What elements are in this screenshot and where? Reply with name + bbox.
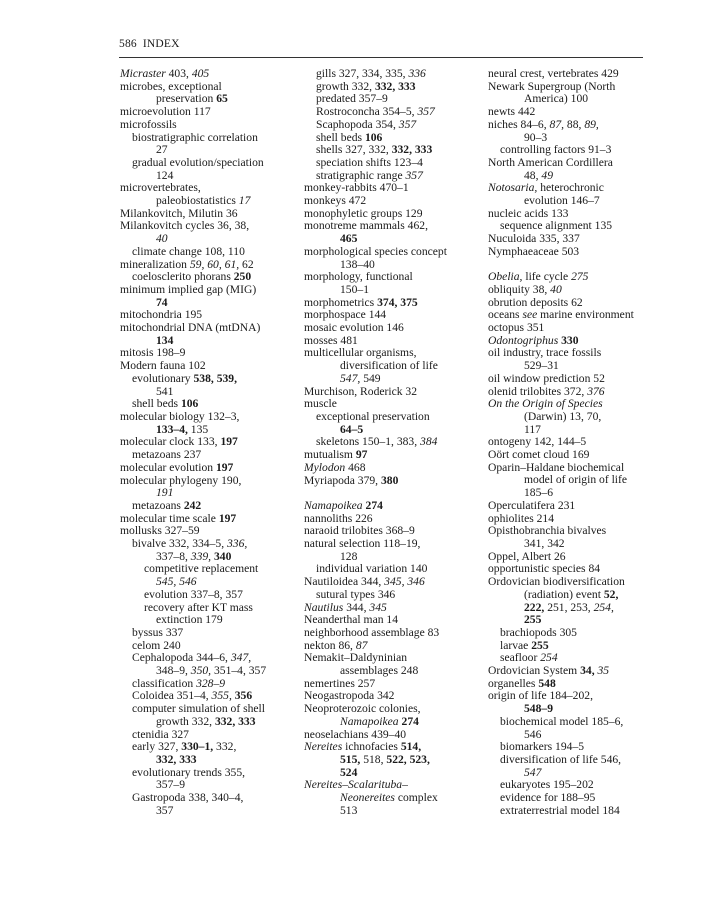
index-entry-continuation: 548–9 [524, 702, 553, 716]
index-subentry: biomarkers 194–5 [500, 740, 585, 754]
index-subentry: classification 328–9 [132, 676, 226, 690]
index-entry-continuation: America) 100 [524, 92, 589, 106]
index-entry: molecular clock 133, 197 [120, 435, 238, 449]
index-entry-continuation: preservation 65 [156, 92, 228, 106]
index-subentry: metazoans 242 [132, 498, 202, 512]
index-entry-continuation: (radiation) event 52, [524, 587, 619, 601]
index-subentry: metazoans 237 [132, 448, 202, 462]
index-entry-continuation: 48, 49 [524, 168, 553, 182]
index-entry: morphology, functional [304, 270, 413, 284]
index-subentry: evidence for 188–95 [500, 791, 596, 805]
index-entry-continuation: 515, 518, 522, 523, [340, 752, 430, 766]
index-subentry: individual variation 140 [316, 562, 428, 576]
index-subentry: predated 357–9 [316, 92, 388, 106]
index-entry: naraoid trilobites 368–9 [304, 524, 415, 538]
index-entry: nekton 86, 87 [304, 638, 368, 652]
index-entry-continuation: extinction 179 [156, 613, 223, 627]
index-column-3 [488, 68, 678, 817]
index-column-2 [304, 68, 484, 817]
index-subentry: evolutionary 538, 539, [132, 371, 237, 385]
index-entry: On the Origin of Species [488, 397, 603, 411]
index-entry-continuation: 348–9, 350, 351–4, 357 [156, 664, 267, 678]
index-entry: Milankovitch cycles 36, 38, [120, 219, 250, 233]
index-subentry: sequence alignment 135 [500, 219, 613, 233]
index-entry: Operculatifera 231 [488, 498, 576, 512]
index-subentry: Rostroconcha 354–5, 357 [316, 105, 435, 119]
index-entry-continuation: 117 [524, 422, 541, 436]
index-entry: Ordovician System 34, 35 [488, 664, 610, 678]
index-entry-continuation: 337–8, 339, 340 [156, 549, 232, 563]
index-entry: mitochondria 195 [120, 308, 203, 322]
index-entry: molecular phylogeny 190, [120, 473, 242, 487]
index-entry: nemertines 257 [304, 676, 376, 690]
index-entry-continuation: 524 [340, 765, 358, 779]
index-entry: Mylodon 468 [304, 460, 366, 474]
index-entry: mitosis 198–9 [120, 346, 186, 360]
index-subentry: diversification of life 546, [500, 752, 622, 766]
index-entry: Opisthobranchia bivalves [488, 524, 607, 538]
index-entry: Namapoikea 274 [304, 498, 383, 512]
index-subentry: Scaphopoda 354, 357 [316, 117, 417, 131]
index-subentry: Coloidea 351–4, 355, 356 [132, 689, 253, 703]
index-entry: Odontogriphus 330 [488, 333, 579, 347]
index-entry-continuation: 191 [156, 486, 174, 500]
index-entry: morphospace 144 [304, 308, 387, 322]
index-entry: Nereites ichnofacies 514, [304, 740, 422, 754]
index-entry-continuation: (Darwin) 13, 70, [524, 409, 602, 423]
index-entry: obliquity 38, 40 [488, 282, 562, 296]
index-entry-continuation: 128 [340, 549, 358, 563]
index-subentry: exceptional preservation [316, 409, 430, 423]
index-entry: Nymphaeaceae 503 [488, 244, 580, 258]
index-subentry: computer simulation of shell [132, 702, 265, 716]
index-entry-continuation: 124 [156, 168, 174, 182]
index-subentry: extraterrestrial model 184 [500, 803, 620, 817]
index-entry: organelles 548 [488, 676, 556, 690]
index-entry-continuation: 74 [156, 295, 168, 309]
index-entry: Neanderthal man 14 [304, 613, 399, 627]
index-entry-continuation: 332, 333 [156, 752, 197, 766]
index-entry: Ordovician biodiversification [488, 575, 625, 589]
index-entry: Oparin–Haldane biochemical [488, 460, 625, 474]
index-subentry: shell beds 106 [132, 397, 199, 411]
index-entry: Nereites–Scalarituba– [304, 778, 408, 792]
index-subentry: seafloor 254 [500, 651, 558, 665]
index-entry-continuation: 546 [524, 727, 542, 741]
index-entry: monkey-rabbits 470–1 [304, 181, 409, 195]
index-entry: multicellular organisms, [304, 346, 417, 360]
index-entry-continuation: 357–9 [156, 778, 185, 792]
index-subentry: shell beds 106 [316, 130, 383, 144]
index-entry: oil window prediction 52 [488, 371, 605, 385]
index-entry: microevolution 117 [120, 105, 211, 119]
index-entry: mollusks 327–59 [120, 524, 200, 538]
index-subentry: ctenidia 327 [132, 727, 189, 741]
index-entry: mosses 481 [304, 333, 358, 347]
index-subentry: skeletons 150–1, 383, 384 [316, 435, 438, 449]
index-entry: minimum implied gap (MIG) [120, 282, 257, 296]
index-entry: Nautilus 344, 345 [304, 600, 387, 614]
index-subentry: sutural types 346 [316, 587, 396, 601]
index-entry: opportunistic species 84 [488, 562, 601, 576]
header-title: INDEX [142, 38, 180, 50]
index-entry: Nautiloidea 344, 345, 346 [304, 575, 425, 589]
index-entry: Newark Supergroup (North [488, 79, 616, 93]
index-subentry: larvae 255 [500, 638, 549, 652]
index-entry: Obelia, life cycle 275 [488, 270, 589, 284]
index-entry-continuation: 222, 251, 253, 254, [524, 600, 614, 614]
index-subentry: gradual evolution/speciation [132, 155, 264, 169]
index-entry: neighborhood assemblage 83 [304, 625, 440, 639]
index-entry-continuation: assemblages 248 [340, 664, 419, 678]
index-entry: morphometrics 374, 375 [304, 295, 418, 309]
index-entry-continuation: 150–1 [340, 282, 369, 296]
index-entry-continuation: 547 [524, 765, 542, 779]
index-entry-continuation: evolution 146–7 [524, 194, 600, 208]
index-entry: oil industry, trace fossils [488, 346, 602, 360]
index-entry: Nuculoida 335, 337 [488, 232, 580, 246]
index-entry: Micraster 403, 405 [120, 67, 210, 80]
index-subentry: growth 332, 332, 333 [316, 79, 416, 93]
index-entry-continuation: 545, 546 [156, 575, 197, 589]
index-entry-continuation: 133–4, 135 [156, 422, 209, 436]
index-subentry: eukaryotes 195–202 [500, 778, 594, 792]
index-entry-continuation: 255 [524, 613, 542, 627]
index-entry-continuation: 341, 342 [524, 537, 565, 550]
index-entry: Neogastropoda 342 [304, 689, 395, 703]
index-entry: mutualism 97 [304, 448, 368, 462]
index-subentry: gills 327, 334, 335, 336 [316, 67, 426, 80]
index-subentry: biostratigraphic correlation [132, 130, 258, 144]
index-subentry: biochemical model 185–6, [500, 714, 624, 728]
index-subentry: speciation shifts 123–4 [316, 155, 423, 169]
index-entry: olenid trilobites 372, 376 [488, 384, 605, 398]
index-entry-continuation: paleobiostatistics 17 [156, 194, 251, 208]
index-subentry: Cephalopoda 344–6, 347, [132, 651, 252, 665]
index-entry: molecular evolution 197 [120, 460, 234, 474]
index-subentry: celom 240 [132, 638, 181, 652]
index-entry-continuation: 90–3 [524, 130, 548, 144]
index-subentry: bivalve 332, 334–5, 336, [132, 537, 248, 551]
index-entry: molecular biology 132–3, [120, 409, 240, 423]
index-entry: mosaic evolution 146 [304, 321, 404, 335]
index-entry: origin of life 184–202, [488, 689, 593, 703]
index-subentry: controlling factors 91–3 [500, 143, 612, 157]
index-entry: ontogeny 142, 144–5 [488, 435, 587, 449]
index-subentry: recovery after KT mass [144, 600, 253, 614]
index-entry: oceans see marine environment [488, 308, 634, 322]
index-entry: obrution deposits 62 [488, 295, 583, 309]
index-entry: Oppel, Albert 26 [488, 549, 566, 563]
index-entry-continuation: 134 [156, 333, 174, 347]
index-entry-continuation: Namapoikea 274 [340, 714, 419, 728]
index-entry: microvertebrates, [120, 181, 201, 195]
index-entry: microfossils [120, 117, 177, 131]
index-entry-continuation: 541 [156, 384, 174, 398]
index-entry: mineralization 59, 60, 61, 62 [120, 257, 254, 271]
index-subentry: stratigraphic range 357 [316, 168, 423, 182]
index-entry-continuation: 138–40 [340, 257, 375, 271]
index-entry-continuation: 185–6 [524, 486, 553, 500]
index-entry: Neoproterozoic colonies, [304, 702, 421, 716]
index-entry: Myriapoda 379, 380 [304, 473, 399, 487]
index-entry: nucleic acids 133 [488, 206, 569, 220]
header-rule [119, 57, 643, 58]
running-header [119, 38, 180, 50]
index-entry: niches 84–6, 87, 88, 89, [488, 117, 599, 131]
index-subentry: early 327, 330–1, 332, [132, 740, 237, 754]
index-entry-continuation: 27 [156, 143, 168, 157]
index-subentry: byssus 337 [132, 625, 184, 639]
index-entry: mitochondrial DNA (mtDNA) [120, 321, 261, 335]
index-subentry: climate change 108, 110 [132, 244, 245, 258]
index-entry-continuation: Neonereites complex [340, 791, 438, 805]
index-subentry: shells 327, 332, 332, 333 [316, 143, 433, 157]
index-entry: Oört comet cloud 169 [488, 448, 590, 462]
index-entry: muscle [304, 397, 337, 411]
index-entry: nannoliths 226 [304, 511, 373, 525]
index-entry: monophyletic groups 129 [304, 206, 423, 220]
index-entry-continuation: 40 [156, 232, 168, 246]
index-entry-continuation: 357 [156, 803, 174, 817]
index-subentry: competitive replacement [144, 562, 259, 576]
index-subentry: brachiopods 305 [500, 625, 577, 639]
index-subentry: evolutionary trends 355, [132, 765, 246, 779]
page-number: 586 [119, 38, 137, 50]
index-entry-continuation: 64–5 [340, 422, 364, 436]
index-entry: Murchison, Roderick 32 [304, 384, 418, 398]
index-entry: molecular time scale 197 [120, 511, 237, 525]
index-subentry: coelosclerito phorans 250 [132, 270, 252, 284]
index-entry: monkeys 472 [304, 194, 367, 208]
index-entry-continuation: growth 332, 332, 333 [156, 714, 256, 728]
index-column-1 [120, 68, 300, 817]
index-entry: Nemakit–Daldyninian [304, 651, 408, 665]
index-entry: newts 442 [488, 105, 536, 119]
index-entry-continuation: 465 [340, 232, 358, 246]
index-entry: Modern fauna 102 [120, 359, 206, 373]
index-entry: North American Cordillera [488, 155, 613, 169]
index-entry-continuation: 529–31 [524, 359, 559, 373]
index-entry: octopus 351 [488, 321, 545, 335]
index-entry: neoselachians 439–40 [304, 727, 407, 741]
index-entry-continuation: diversification of life [340, 359, 438, 373]
index-entry: Milankovitch, Milutin 36 [120, 206, 238, 220]
index-entry: natural selection 118–19, [304, 537, 421, 550]
index-entry-continuation: 547, 549 [340, 371, 381, 385]
index-entry: ophiolites 214 [488, 511, 555, 525]
index-subentry: evolution 337–8, 357 [144, 587, 243, 601]
index-entry: monotreme mammals 462, [304, 219, 428, 233]
index-entry: morphological species concept [304, 244, 447, 258]
index-subentry: Gastropoda 338, 340–4, [132, 791, 244, 805]
index-entry: microbes, exceptional [120, 79, 222, 93]
index-entry-continuation: model of origin of life [524, 473, 628, 487]
index-entry-continuation: 513 [340, 803, 358, 817]
index-entry: neural crest, vertebrates 429 [488, 67, 619, 80]
index-entry: Notosaria, heterochronic [488, 181, 604, 195]
